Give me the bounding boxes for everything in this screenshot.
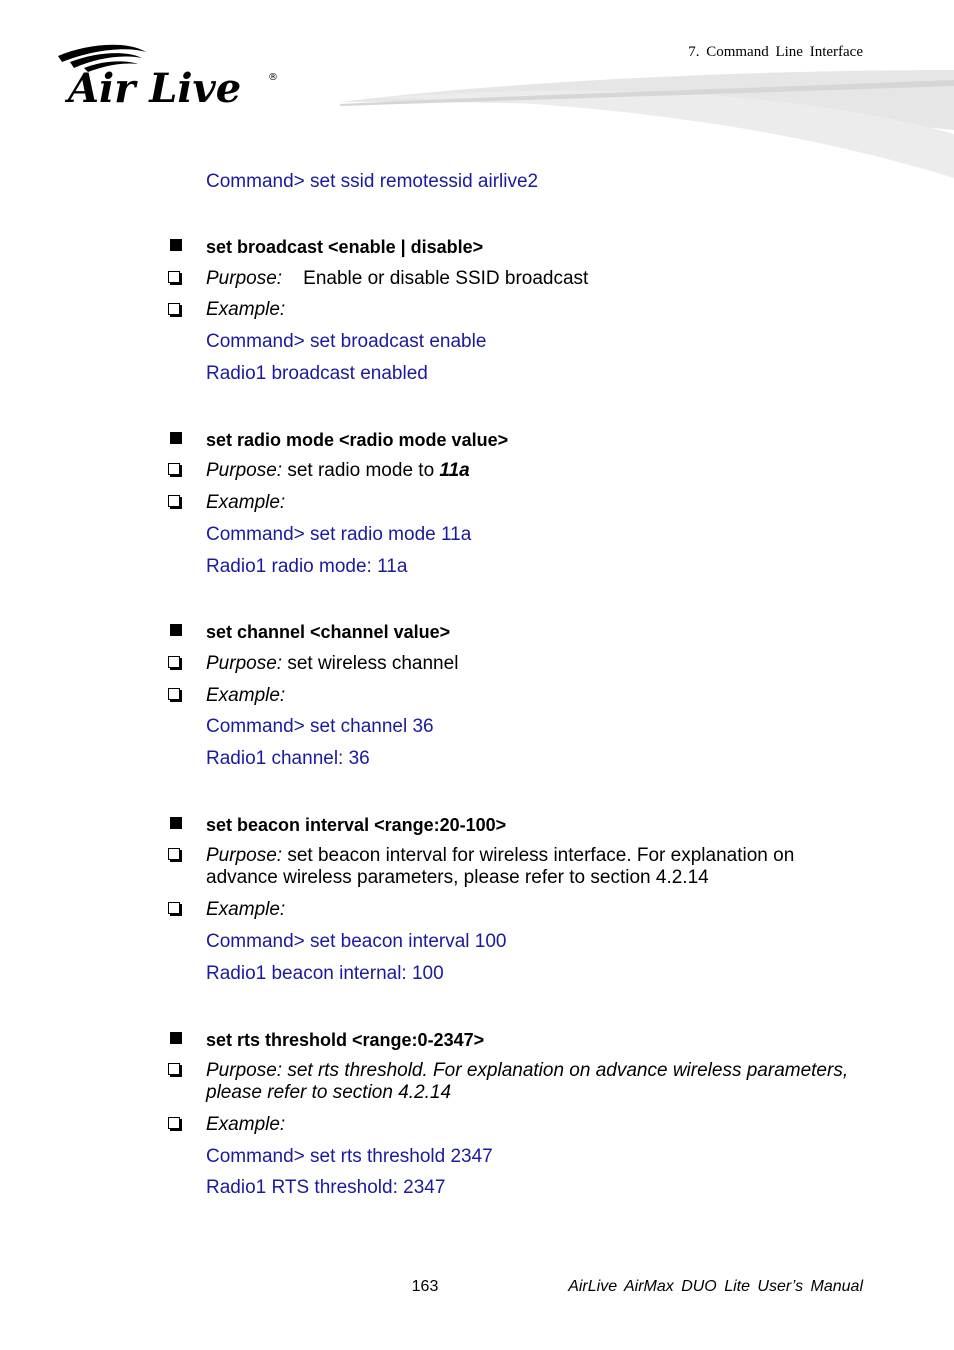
example-label: Example:: [206, 685, 286, 706]
chapter-title: 7. Command Line Interface: [688, 44, 863, 60]
example-output: Radio1 channel: 36: [206, 748, 370, 769]
section-heading: set channel <channel value>: [206, 622, 451, 642]
checkbox-bullet: [168, 902, 180, 914]
checkbox-bullet: [168, 495, 180, 507]
purpose-emphasis: 11a: [439, 460, 470, 481]
purpose-line: [206, 1060, 866, 1104]
purpose-label: Purpose:: [206, 1060, 283, 1081]
purpose-text: set rts threshold. For explanation on advance wireless parameters, please refer to section 4.2.14: [206, 1060, 849, 1103]
example-command: Command> set broadcast enable: [206, 331, 487, 352]
example-command: Command> set channel 36: [206, 716, 434, 737]
example-label: Example:: [206, 1114, 286, 1135]
purpose-label: Purpose:: [206, 653, 283, 674]
section-heading: set broadcast <enable | disable>: [206, 237, 484, 257]
purpose-text: Enable or disable SSID broadcast: [303, 268, 589, 289]
example-label: Example:: [206, 299, 286, 320]
checkbox-bullet: [168, 1117, 180, 1129]
purpose-label: Purpose:: [206, 460, 283, 481]
intro-command-example: Command> set ssid remotessid airlive2: [206, 171, 539, 192]
section-heading: set rts threshold <range:0-2347>: [206, 1030, 485, 1050]
manual-title: AirLive AirMax DUO Lite User’s Manual: [568, 1278, 863, 1295]
example-command: Command> set radio mode 11a: [206, 524, 472, 545]
purpose-text: set radio mode to: [287, 460, 435, 481]
purpose-label: Purpose:: [206, 268, 283, 289]
section-bullet: [170, 817, 182, 829]
airlive-logo: [56, 42, 286, 110]
example-output: Radio1 broadcast enabled: [206, 363, 428, 384]
checkbox-bullet: [168, 848, 180, 860]
checkbox-bullet: [168, 463, 180, 475]
svg-text:®: ®: [268, 72, 278, 83]
purpose-label: Purpose:: [206, 845, 283, 866]
example-command: Command> set rts threshold 2347: [206, 1146, 493, 1167]
purpose-line: [206, 460, 470, 482]
section-bullet: [170, 624, 182, 636]
section-bullet: [170, 1032, 182, 1044]
purpose-text: set beacon interval for wireless interface. For explanation on advance wireless parameters, please refer to section 4.2.14: [206, 845, 795, 888]
checkbox-bullet: [168, 656, 180, 668]
example-label: Example:: [206, 899, 286, 920]
example-command: Command> set beacon interval 100: [206, 931, 507, 952]
section-heading: set radio mode <radio mode value>: [206, 430, 509, 450]
example-output: Radio1 radio mode: 11a: [206, 556, 408, 577]
page-number: 163: [411, 1278, 439, 1295]
purpose-line: [206, 845, 866, 889]
example-output: Radio1 RTS threshold: 2347: [206, 1177, 446, 1198]
section-bullet: [170, 239, 182, 251]
example-label: Example:: [206, 492, 286, 513]
checkbox-bullet: [168, 1063, 180, 1075]
checkbox-bullet: [168, 688, 180, 700]
purpose-text: set wireless channel: [287, 653, 459, 674]
purpose-line: [206, 268, 588, 290]
example-output: Radio1 beacon internal: 100: [206, 963, 444, 984]
checkbox-bullet: [168, 271, 180, 283]
section-heading: set beacon interval <range:20-100>: [206, 815, 507, 835]
section-bullet: [170, 432, 182, 444]
checkbox-bullet: [168, 303, 180, 315]
purpose-line: [206, 653, 458, 675]
svg-text:Air Live: Air Live: [68, 65, 242, 110]
